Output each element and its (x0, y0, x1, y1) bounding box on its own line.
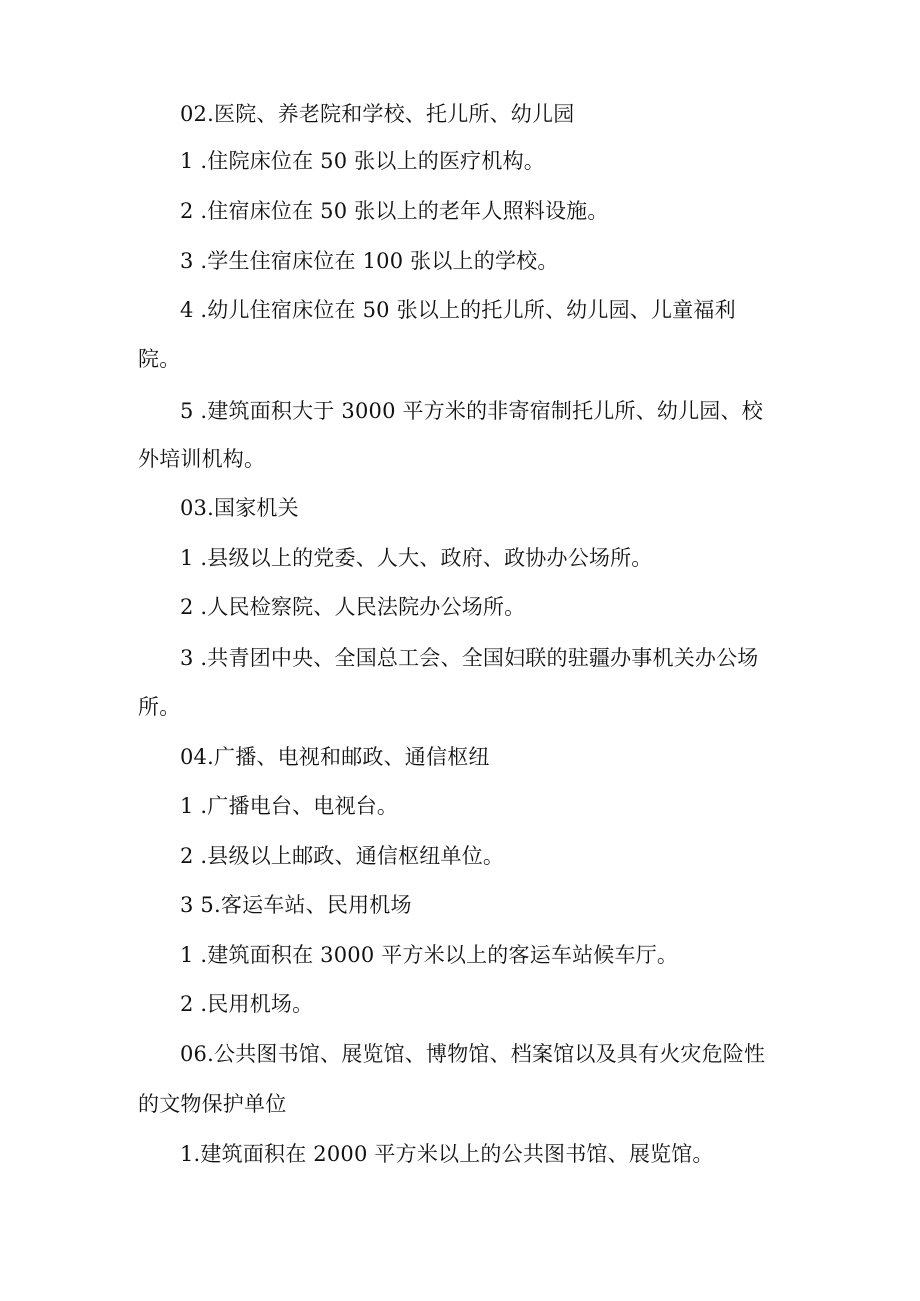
list-item: 1 .县级以上的党委、人大、政府、政协办公场所。 (180, 546, 653, 570)
list-item-line-2: 院。 (138, 347, 181, 371)
list-item-line-1: 5 .建筑面积大于 3000 平方米的非寄宿制托儿所、幼儿园、校 (180, 399, 763, 423)
section-heading: 03.国家机关 (180, 496, 299, 520)
list-item: 1 .住院床位在 50 张以上的医疗机构。 (180, 149, 545, 173)
list-item: 2 .民用机场。 (180, 992, 314, 1016)
list-item: 2 .人民检察院、人民法院办公场所。 (180, 595, 526, 619)
list-item-line-1: 4 .幼儿住宿床位在 50 张以上的托儿所、幼儿园、儿童福利 (180, 298, 736, 322)
section-heading-line-1: 06.公共图书馆、展览馆、博物馆、档案馆以及具有火灾危险性 (180, 1042, 766, 1066)
list-item: 1 .建筑面积在 3000 平方米以上的客运车站候车厅。 (180, 943, 679, 967)
list-item-line-2: 外培训机构。 (138, 447, 266, 471)
list-item-line-2: 所。 (138, 695, 181, 719)
list-item: 2 .住宿床位在 50 张以上的老年人照料设施。 (180, 199, 609, 223)
list-item: 3 .学生住宿床位在 100 张以上的学校。 (180, 249, 559, 273)
section-heading: 02.医院、养老院和学校、托儿所、幼儿园 (180, 102, 575, 126)
section-heading: 04.广播、电视和邮政、通信枢纽 (180, 745, 490, 769)
list-item: 1 .广播电台、电视台。 (180, 794, 399, 818)
list-item: 1.建筑面积在 2000 平方米以上的公共图书馆、展览馆。 (180, 1142, 714, 1166)
section-heading-line-2: 的文物保护单位 (138, 1092, 287, 1116)
list-item: 2 .县级以上邮政、通信枢纽单位。 (180, 844, 505, 868)
list-item-line-1: 3 .共青团中央、全国总工会、全国妇联的驻疆办事机关办公场 (180, 646, 759, 670)
section-heading: 3 5.客运车站、民用机场 (180, 893, 412, 917)
